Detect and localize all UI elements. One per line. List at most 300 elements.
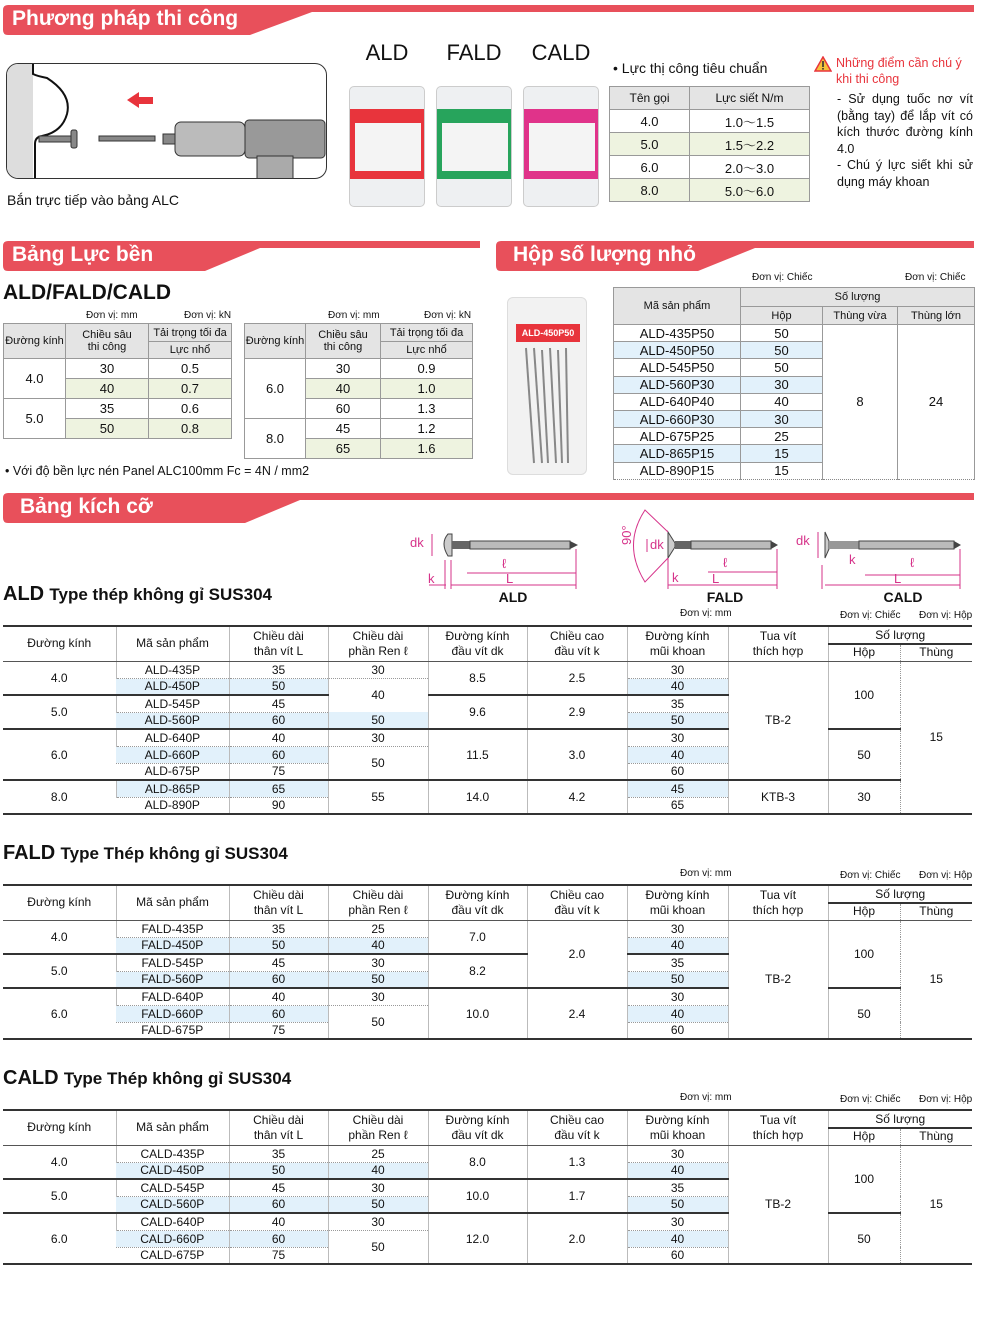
series-name: CALD (3, 1067, 59, 1089)
box-qty: 100 (828, 920, 900, 988)
box-qty: 100 (828, 661, 900, 729)
diameter-cell: 5.0 (4, 399, 66, 439)
drill-diameter: 30 (627, 1145, 728, 1162)
unit-label: Đơn vị: mm (86, 310, 138, 321)
box-qty: 15 (741, 462, 823, 479)
head-height: 3.0 (527, 729, 627, 780)
load-cell: 0.7 (149, 379, 232, 399)
l-label: ℓ (723, 555, 728, 570)
diameter-cell: 4.0 (50, 929, 68, 944)
diameter-cell: 6.0 (245, 359, 306, 419)
product-code: CALD-560P (116, 1196, 229, 1213)
header-thread-length: Chiều dài phần Ren ℓ (328, 885, 428, 920)
warning-note: - Sử dụng tuốc nơ vít (bằng tay) để lắp vít có kích thước đường kính 4.0 (837, 92, 973, 156)
header-drill: Đường kính mũi khoan (627, 1110, 728, 1145)
table-row (3, 1145, 972, 1162)
unit-label: Đơn vị: mm (680, 608, 732, 619)
table-row (3, 780, 972, 797)
product-code: CALD-435P (116, 1145, 229, 1162)
driver-bit: TB-2 (728, 920, 828, 1039)
warning-icon (814, 56, 832, 77)
strength-row (4, 399, 232, 419)
header-drill: Đường kính mũi khoan (627, 885, 728, 920)
shank-length: 50 (229, 678, 328, 695)
depth-cell: 30 (66, 359, 149, 379)
box-qty: 50 (828, 729, 900, 780)
l-label: ℓ (910, 555, 915, 570)
head-height: 2.0 (527, 920, 627, 988)
shank-length: 35 (229, 661, 328, 678)
thread-length: 30 (328, 988, 428, 1005)
product-package-image (349, 86, 425, 207)
product-code: ALD-450P (116, 678, 229, 695)
head-height: 2.0 (527, 1213, 627, 1264)
header-depth: Chiều sâu thi công (66, 324, 149, 359)
header-carton: Thùng (900, 644, 972, 661)
head-diameter: 10.0 (428, 988, 527, 1039)
head-diameter: 8.0 (428, 1145, 527, 1179)
shank-length: 60 (229, 746, 328, 763)
shank-length: 60 (229, 971, 328, 988)
load-cell: 0.9 (381, 359, 473, 379)
header-shank-length: Chiều dài thân vít L (229, 885, 328, 920)
header-diameter: Đường kính (3, 626, 116, 661)
box-qty: 50 (741, 359, 823, 376)
load-cell: 1.3 (381, 399, 473, 419)
thread-length: 50 (328, 971, 428, 988)
box-qty: 50 (741, 342, 823, 359)
installation-illustration (6, 63, 327, 179)
product-code: FALD-660P (116, 1005, 229, 1022)
product-code: ALD-660P (116, 746, 229, 763)
angle-label: 90° (619, 525, 634, 545)
series-material: Type Thép không gỉ SUS304 (60, 844, 288, 863)
thread-length: 30 (328, 1213, 428, 1230)
unit-label: Đơn vị: Chiếc (905, 272, 966, 283)
table-row (3, 920, 972, 937)
thread-length: 50 (328, 1005, 428, 1039)
drill-diameter: 45 (627, 780, 728, 797)
unit-label: Đơn vị: kN (184, 310, 232, 321)
product-code: ALD-675P25 (614, 428, 741, 445)
head-diameter: 11.5 (428, 729, 527, 780)
torque-size: 5.0 (610, 133, 690, 156)
torque-value: 1.5〜2.2 (690, 133, 810, 156)
header-drill: Đường kính mũi khoan (627, 626, 728, 661)
head-diameter: 8.5 (428, 661, 527, 695)
strength-table-2 (244, 323, 473, 459)
load-cell: 1.2 (381, 419, 473, 439)
arrow-left-icon (127, 92, 153, 108)
product-code: CALD-675P (116, 1247, 229, 1264)
product-code: FALD-675P (116, 1022, 229, 1039)
shank-length: 50 (229, 937, 328, 954)
drill-diameter: 50 (627, 712, 728, 729)
unit-label: Đơn vị: Hộp (919, 1094, 973, 1105)
load-cell: 0.5 (149, 359, 232, 379)
box-qty: 30 (828, 780, 900, 814)
product-code: ALD-560P30 (614, 376, 741, 393)
header-max-load: Tải trọng tối đa (149, 324, 232, 342)
product-name: FALD (446, 40, 502, 65)
product-code: ALD-890P15 (614, 462, 741, 479)
box-qty: 100 (828, 1145, 900, 1213)
size-table-title (3, 583, 272, 606)
drill-diameter: 30 (627, 729, 728, 746)
header-driver: Tua vít thích hợp (728, 1110, 828, 1145)
L-label: L (506, 571, 514, 586)
thread-length: 50 (328, 712, 428, 729)
depth-cell: 35 (66, 399, 149, 419)
header-max-load: Tải trọng tối đa (381, 324, 473, 342)
drill-diameter: 30 (627, 661, 728, 678)
head-height: 4.2 (527, 780, 627, 814)
head-height: 2.9 (527, 695, 627, 729)
diameter-cell: 6.0 (3, 729, 116, 780)
unit-label: Đơn vị: mm (680, 1092, 732, 1103)
drill-diameter: 30 (627, 1213, 728, 1230)
product-code: FALD-560P (116, 971, 229, 988)
shank-length: 45 (229, 695, 328, 712)
shank-length: 35 (229, 920, 328, 937)
thread-length: 50 (328, 1230, 428, 1264)
section-title: Hộp số lượng nhỏ (513, 243, 696, 266)
torque-row (610, 179, 810, 202)
unit-label: Đơn vị: Chiếc (840, 870, 901, 881)
product-code: CALD-450P (116, 1162, 229, 1179)
product-code: CALD-660P (116, 1230, 229, 1247)
torque-title: • Lực thị công tiêu chuẩn (613, 60, 768, 76)
thread-length: 40 (328, 1162, 428, 1179)
shank-length: 50 (229, 1162, 328, 1179)
diameter-cell: 5.0 (3, 695, 116, 729)
product-code: ALD-865P (116, 780, 229, 797)
torque-value: 1.0〜1.5 (690, 110, 810, 133)
dk-label: dk (796, 533, 810, 548)
shank-length: 40 (229, 1213, 328, 1230)
header-carton: Thùng (900, 1128, 972, 1145)
size-table-ald (3, 625, 972, 815)
box-qty: 50 (741, 325, 823, 342)
product-code: ALD-450P50 (614, 342, 741, 359)
unit-label: Đơn vị: Hộp (919, 610, 973, 621)
box-qty: 30 (741, 376, 823, 393)
header-head-diameter: Đường kính đầu vít dk (428, 626, 527, 661)
header-diameter: Đường kính (3, 1110, 116, 1145)
torque-row (610, 110, 810, 133)
shank-length: 35 (229, 1145, 328, 1162)
drill-diameter: 40 (627, 1230, 728, 1247)
thread-length: 25 (328, 1145, 428, 1162)
header-large: Thùng lớn (898, 307, 975, 325)
carton-qty: 15 (900, 661, 972, 814)
head-diameter: 10.0 (428, 1179, 527, 1213)
load-cell: 1.6 (381, 439, 473, 459)
section-title: Bảng Lực bền (12, 243, 154, 266)
size-table-title (3, 1067, 291, 1090)
header-thread-length: Chiều dài phần Ren ℓ (328, 1110, 428, 1145)
shank-length: 60 (229, 1005, 328, 1022)
warning-notes (837, 91, 973, 190)
shank-length: 45 (229, 954, 328, 971)
large-carton-qty: 24 (898, 325, 975, 480)
drill-diameter: 40 (627, 937, 728, 954)
box-qty: 30 (741, 410, 823, 427)
series-name: FALD (3, 842, 56, 864)
unit-label: Đơn vị: Hộp (919, 870, 973, 881)
depth-cell: 60 (306, 399, 381, 419)
strength-row (245, 359, 473, 379)
product-code: ALD-640P40 (614, 393, 741, 410)
drill-diameter: 40 (627, 1162, 728, 1179)
diameter-cell: 6.0 (3, 1213, 116, 1264)
strength-subtitle: ALD/FALD/CALD (3, 281, 171, 304)
drill-diameter: 35 (627, 695, 728, 712)
header-box: Hộp (828, 1128, 900, 1145)
thread-length: 50 (328, 746, 428, 780)
thread-length: 55 (328, 780, 428, 814)
product-package-image (523, 86, 599, 207)
box-qty: 50 (828, 988, 900, 1039)
drill-diameter: 65 (627, 797, 728, 814)
head-diameter: 9.6 (428, 695, 527, 729)
section-title: Bảng kích cỡ (20, 495, 153, 518)
size-table-fald (3, 884, 972, 1040)
carton-qty: 15 (900, 920, 972, 1039)
drill-diameter: 30 (627, 988, 728, 1005)
dk-label: dk (410, 535, 424, 550)
drill-diameter: 60 (627, 763, 728, 780)
product-code: ALD-890P (116, 797, 229, 814)
header-diameter: Đường kính (4, 324, 66, 359)
product-name: CALD (531, 40, 591, 65)
mid-carton-qty: 8 (823, 325, 898, 480)
shank-length: 40 (229, 729, 328, 746)
thread-length: 30 (328, 1179, 428, 1196)
illustration-caption: Bắn trực tiếp vào bảng ALC (7, 192, 180, 208)
load-cell: 1.0 (381, 379, 473, 399)
product-code: ALD-560P (116, 712, 229, 729)
head-height: 1.3 (527, 1145, 627, 1179)
shank-length: 60 (229, 712, 328, 729)
size-table-cald (3, 1109, 972, 1265)
L-label: L (894, 571, 902, 586)
package-label: ALD-450P50 (516, 324, 580, 342)
k-label: k (849, 552, 856, 567)
driver-bit: TB-2 (728, 1145, 828, 1264)
unit-label: Đơn vị: mm (680, 868, 732, 879)
depth-cell: 65 (306, 439, 381, 459)
box-qty: 50 (828, 1213, 900, 1264)
shank-length: 65 (229, 780, 328, 797)
header-quantity: Số lượng (828, 885, 972, 903)
header-driver: Tua vít thích hợp (728, 626, 828, 661)
qty-row (614, 325, 975, 342)
unit-label: Đơn vị: kN (424, 310, 472, 321)
k-label: k (672, 570, 679, 585)
load-cell: 0.6 (149, 399, 232, 419)
header-box: Hộp (741, 307, 823, 325)
product-code: ALD-865P15 (614, 445, 741, 462)
drill-diameter: 40 (627, 746, 728, 763)
screw-dimension-diagrams (400, 505, 982, 605)
header-driver: Tua vít thích hợp (728, 885, 828, 920)
strength-note: • Với độ bền lực nén Panel ALC100mm Fc = 4N / mm2 (5, 464, 310, 478)
drill-diameter: 35 (627, 1179, 728, 1196)
product-code: ALD-435P50 (614, 325, 741, 342)
header-head-diameter: Đường kính đầu vít dk (428, 885, 527, 920)
torque-size: 8.0 (610, 179, 690, 202)
load-cell: 0.8 (149, 419, 232, 439)
torque-table (609, 86, 810, 202)
head-height: 2.4 (527, 988, 627, 1039)
product-code: ALD-660P30 (614, 410, 741, 427)
size-table-title (3, 842, 288, 865)
torque-row (610, 156, 810, 179)
dk-label: dk (650, 537, 664, 552)
strength-row (4, 359, 232, 379)
header-pullout: Lực nhổ (149, 342, 232, 359)
diameter-cell: 6.0 (3, 988, 116, 1039)
drill-diameter: 40 (627, 678, 728, 695)
header-head-height: Chiều cao đầu vít k (527, 626, 627, 661)
diameter-cell: 8.0 (3, 780, 116, 814)
diameter-cell: 4.0 (50, 1154, 68, 1169)
product-code: FALD-545P (116, 954, 229, 971)
warning-note: - Chú ý lực siết khi sử dụng máy khoan (837, 158, 973, 189)
torque-size: 4.0 (610, 110, 690, 133)
shank-length: 75 (229, 763, 328, 780)
thread-length: 50 (328, 1196, 428, 1213)
thread-length: 25 (328, 920, 428, 937)
header-head-diameter: Đường kính đầu vít dk (428, 1110, 527, 1145)
header-diameter: Đường kính (245, 324, 306, 359)
diagram-name: FALD (706, 589, 744, 605)
L-label: L (712, 571, 720, 586)
fald-screw-diagram (619, 510, 778, 589)
shank-length: 45 (229, 1179, 328, 1196)
diameter-cell: 8.0 (245, 419, 306, 459)
header-quantity: Số lượng (828, 1110, 972, 1128)
ald-screw-diagram (410, 534, 578, 589)
box-qty: 25 (741, 428, 823, 445)
diameter-cell: 5.0 (3, 954, 116, 988)
header-mid: Thùng vừa (823, 307, 898, 325)
header-code: Mã sản phẩm (116, 626, 229, 661)
header-code: Mã sản phẩm (614, 288, 741, 325)
diagram-name: CALD (883, 589, 923, 605)
product-code: ALD-545P50 (614, 359, 741, 376)
head-diameter: 7.0 (428, 920, 527, 954)
head-height: 2.5 (527, 661, 627, 695)
banner-small-box (493, 240, 982, 270)
header-code: Mã sản phẩm (116, 1110, 229, 1145)
diagram-name: ALD (498, 589, 528, 605)
header-pullout: Lực nhổ (381, 342, 473, 359)
product-code: FALD-450P (116, 937, 229, 954)
thread-length: 30 (328, 661, 428, 678)
shank-length: 40 (229, 988, 328, 1005)
header-box: Hộp (828, 644, 900, 661)
box-qty: 15 (741, 445, 823, 462)
driver-bit: KTB-3 (728, 780, 828, 814)
header-head-height: Chiều cao đầu vít k (527, 1110, 627, 1145)
header-box: Hộp (828, 903, 900, 920)
header-diameter: Đường kính (3, 885, 116, 920)
shank-length: 90 (229, 797, 328, 814)
product-code: ALD-640P (116, 729, 229, 746)
series-material: Type thép không gỉ SUS304 (49, 585, 273, 604)
head-diameter: 14.0 (428, 780, 527, 814)
depth-cell: 30 (306, 359, 381, 379)
header-code: Mã sản phẩm (116, 885, 229, 920)
depth-cell: 50 (66, 419, 149, 439)
header-shank-length: Chiều dài thân vít L (229, 1110, 328, 1145)
cald-screw-diagram (796, 532, 961, 589)
shank-length: 75 (229, 1022, 328, 1039)
thread-length: 30 (328, 729, 428, 746)
strength-table-1 (3, 323, 232, 439)
header-head-height: Chiều cao đầu vít k (527, 885, 627, 920)
drill-diameter: 50 (627, 1196, 728, 1213)
torque-value: 2.0〜3.0 (690, 156, 810, 179)
unit-label: Đơn vị: Chiếc (752, 272, 813, 283)
strength-row (245, 419, 473, 439)
thread-length: 40 (328, 678, 428, 712)
drill-diameter: 60 (627, 1247, 728, 1264)
unit-label: Đơn vị: Chiếc (840, 1094, 901, 1105)
unit-label: Đơn vị: mm (328, 310, 380, 321)
series-material: Type Thép không gỉ SUS304 (63, 1069, 292, 1088)
header-thread-length: Chiều dài phần Ren ℓ (328, 626, 428, 661)
table-row (3, 661, 972, 678)
depth-cell: 45 (306, 419, 381, 439)
thread-length: 40 (328, 937, 428, 954)
header-quantity: Số lượng (828, 626, 972, 644)
head-height: 1.7 (527, 1179, 627, 1213)
shank-length: 60 (229, 1230, 328, 1247)
warning-title: Những điểm cần chú ý khi thi công (836, 56, 962, 86)
series-name: ALD (3, 583, 45, 605)
unit-label: Đơn vị: Chiếc (840, 610, 901, 621)
header-qty: Số lượng (741, 288, 975, 307)
diameter-cell: 4.0 (4, 359, 66, 399)
drill-diameter: 30 (627, 920, 728, 937)
carton-qty: 15 (900, 1145, 972, 1264)
product-name: ALD (365, 40, 409, 65)
product-code: ALD-675P (116, 763, 229, 780)
product-code: ALD-435P (116, 661, 229, 678)
head-diameter: 12.0 (428, 1213, 527, 1264)
k-label: k (428, 571, 435, 586)
banner-construction-method (0, 4, 982, 34)
header-name: Tên gọi (610, 87, 690, 110)
thread-length: 30 (328, 954, 428, 971)
torque-value: 5.0〜6.0 (690, 179, 810, 202)
small-box-package-image (507, 297, 587, 475)
product-package-image (436, 86, 512, 207)
header-depth: Chiều sâu thi công (306, 324, 381, 359)
depth-cell: 40 (66, 379, 149, 399)
section-title: Phương pháp thi công (12, 7, 239, 30)
l-label: ℓ (502, 556, 507, 571)
product-code: FALD-640P (116, 988, 229, 1005)
diameter-cell: 5.0 (3, 1179, 116, 1213)
torque-size: 6.0 (610, 156, 690, 179)
drill-diameter: 60 (627, 1022, 728, 1039)
header-shank-length: Chiều dài thân vít L (229, 626, 328, 661)
shank-length: 60 (229, 1196, 328, 1213)
